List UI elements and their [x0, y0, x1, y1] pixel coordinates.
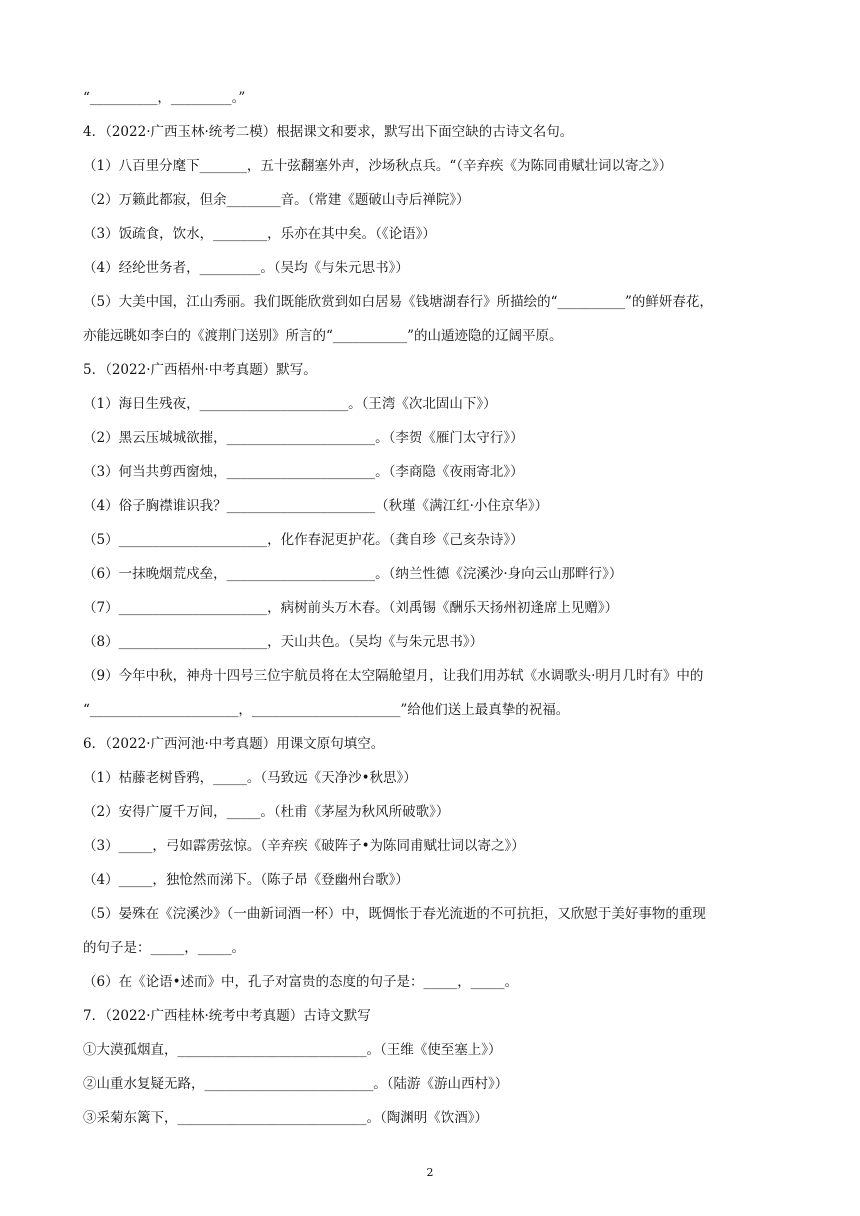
question-5-heading: 5．（2022·广西梧州·中考真题）默写。	[83, 362, 317, 378]
q5-item-9b: “______________________，______________________”给他们送上最真挚的祝福。	[83, 702, 570, 718]
q6-item-3: （3）_____，弓如霹雳弦惊。（辛弃疾《破阵子•为陈同甫赋壮词以寄之》）	[83, 838, 525, 854]
q5-item-5: （5）______________________，化作春泥更护花。（龚自珍《己亥杂诗》）	[83, 532, 524, 548]
text-line-1: “__________，_________。”	[83, 90, 246, 106]
q6-item-6: （6）在《论语•述而》中，孔子对富贵的态度的句子是：_____，_____。	[83, 974, 519, 990]
q5-item-9a: （9）今年中秋，神舟十四号三位宇航员将在太空隔舱望月，让我们用苏轼《水调歌头·明月几时有》中的	[83, 668, 704, 684]
page-number: 2	[426, 1166, 434, 1179]
q6-item-4: （4）_____，独怆然而涕下。（陈子昂《登幽州台歌》）	[83, 872, 409, 888]
q6-item-5b: 的句子是：_____，_____。	[83, 940, 245, 956]
q4-item-3: （3）饭疏食，饮水，________，乐亦在其中矣。（《论语》）	[83, 226, 436, 242]
q4-item-1: （1）八百里分麾下_______，五十弦翻塞外声，沙场秋点兵。“（辛弃疾《为陈同甫赋壮词以寄之》）	[83, 158, 673, 174]
question-7-heading: 7．（2022·广西桂林·统考中考真题）古诗文默写	[83, 1008, 371, 1024]
q5-item-7: （7）______________________，病树前头万木春。（刘禹锡《酬乐天扬州初逢席上见赠》）	[83, 600, 619, 616]
q5-item-1: （1）海日生残夜，______________________。（王湾《次北固山下》）	[83, 396, 497, 412]
q5-item-4: （4）俗子胸襟谁识我？______________________（秋瑾《满江红·小住京华》）	[83, 498, 549, 514]
q5-item-8: （8）______________________，天山共色。（吴均《与朱元思书》）	[83, 634, 484, 650]
q5-item-2: （2）黑云压城城欲摧，______________________。（李贺《雁门太守行》）	[83, 430, 524, 446]
q4-item-4: （4）经纶世务者，_________。（吴均《与朱元思书》）	[83, 260, 409, 276]
q4-item-5a: （5）大美中国，江山秀丽。我们既能欣赏到如白居易《钱塘湖春行》所描绘的“__________”的鲜妍春花，	[83, 294, 713, 310]
q7-item-1: ①大漠孤烟直，____________________________。（王维《使至塞上》）	[83, 1042, 502, 1058]
q6-item-1: （1）枯藤老树昏鸦，_____。（马致远《天净沙•秋思》）	[83, 770, 417, 786]
question-6-heading: 6．（2022·广西河池·中考真题）用课文原句填空。	[83, 736, 385, 752]
q6-item-2: （2）安得广厦千万间，_____。（杜甫《茅屋为秋风所破歌》）	[83, 804, 450, 820]
question-4-heading: 4．（2022·广西玉林·统考二模）根据课文和要求，默写出下面空缺的古诗文名句。	[83, 124, 574, 140]
q6-item-5a: （5）晏殊在《浣溪沙》（一曲新词酒一杯）中，既惆怅于春光流逝的不可抗拒，又欣慰于美好事物的重现	[83, 906, 706, 922]
q4-item-2: （2）万籁此都寂，但余________音。（常建《题破山寺后禅院》）	[83, 192, 470, 208]
q4-item-5b: 亦能远眺如李白的《渡荆门送别》所言的“___________”的山遁迹隐的辽阔平原。	[83, 328, 563, 344]
q5-item-6: （6）一抹晚烟荒戍垒，______________________。（纳兰性德《浣溪沙·身向云山那畔行》）	[83, 566, 623, 582]
q7-item-2: ②山重水复疑无路，_________________________。（陆游《游山西村》）	[83, 1076, 509, 1092]
q5-item-3: （3）何当共剪西窗烛，______________________。（李商隐《夜雨寄北》）	[83, 464, 524, 480]
q7-item-3: ③采菊东篱下，____________________________。（陶渊明《饮酒》）	[83, 1110, 488, 1126]
